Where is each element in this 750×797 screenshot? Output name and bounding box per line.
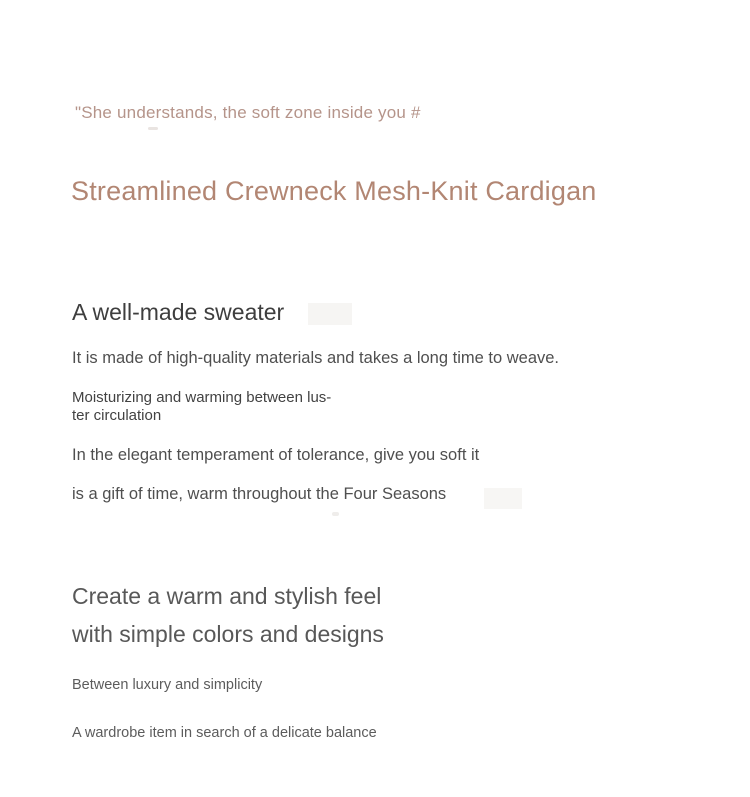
craft-line-materials: It is made of high-quality materials and takes a long time to weave. bbox=[72, 349, 559, 367]
product-title: Streamlined Crewneck Mesh-Knit Cardigan bbox=[71, 176, 597, 206]
craft-section-heading: A well-made sweater bbox=[72, 299, 285, 325]
craft-line-gift-of-time: is a gift of time, warm throughout the Four Seasons bbox=[72, 485, 447, 503]
craft-wrapped-line-2: ter circulation bbox=[72, 406, 162, 424]
faint-stray-mark bbox=[332, 512, 339, 516]
hero-quote: "She understands, the soft zone inside you # bbox=[75, 103, 421, 122]
craft-wrapped-line-1: Moisturizing and warming between lus- bbox=[72, 389, 332, 406]
style-section-heading-line-2: with simple colors and designs bbox=[72, 621, 384, 647]
craft-line-temperament: In the elegant temperament of tolerance, give you soft it bbox=[72, 446, 480, 464]
faint-residual-patch bbox=[308, 303, 352, 325]
style-subline-luxury: Between luxury and simplicity bbox=[72, 677, 263, 693]
craft-wrapped-paragraph bbox=[72, 389, 331, 424]
faint-residual-patch bbox=[484, 488, 522, 509]
style-subline-wardrobe: A wardrobe item in search of a delicate balance bbox=[72, 725, 377, 741]
style-section-heading-line-1: Create a warm and stylish feel bbox=[72, 583, 382, 609]
faint-stray-mark bbox=[148, 127, 158, 130]
